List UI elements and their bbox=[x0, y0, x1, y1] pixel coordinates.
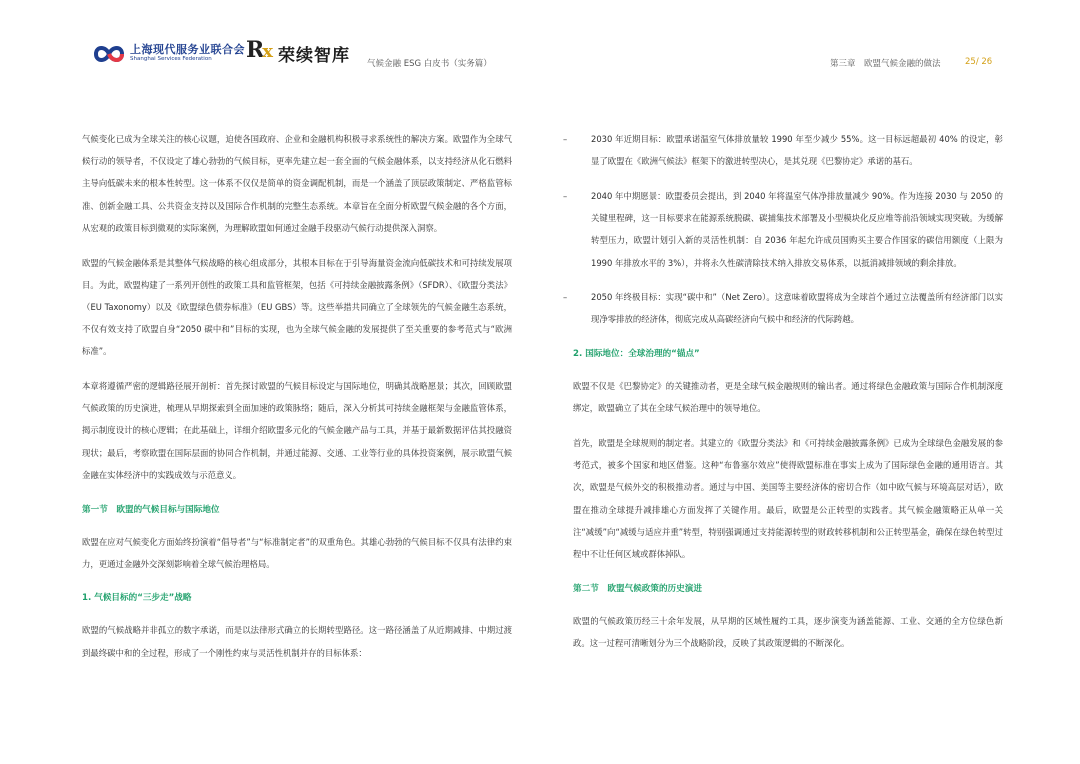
paragraph-policy-evolution: 欧盟的气候政策历经三十余年发展，从早期的区域性履约工具，逐步演变为涵盖能源、工业、交通的全方位绿色新政。这一过程可清晰划分为三个战略阶段，反映了其政策逻辑的不断深化。 bbox=[573, 615, 1003, 648]
rx-mark-x: x bbox=[262, 41, 274, 62]
page-number: 25/ 26 bbox=[965, 57, 993, 67]
sscf-logo bbox=[92, 40, 245, 68]
bullet-2050-goal: 2050 年终极目标：实现“碳中和”（Net Zero）。这意味着欧盟将成为全球首个通过立法覆盖所有经济部门以实现净零排放的经济体，彻底完成从高碳经济向气候中和经济的代际跨越。 bbox=[591, 292, 1003, 325]
paragraph-strategy: 欧盟的气候战略并非孤立的数字承诺，而是以法律形式确立的长期转型路径。这一路径涵盖了从近期减排、中期过渡到最终碳中和的全过程，形成了一个刚性约束与灵活性机制并存的目标体系： bbox=[82, 625, 512, 658]
page-header bbox=[0, 0, 1080, 80]
list-item bbox=[563, 286, 1003, 330]
paragraph-intro-1: 气候变化已成为全球关注的核心议题，迫使各国政府、企业和金融机构积极寻求系统性的解决方案。欧盟作为全球气候行动的领导者，不仅设定了雄心勃勃的气候目标，更率先建立起一套全面的气候金融体系，以支持经济从化石燃料主导向低碳未来的根本性转型。这一体系不仅仅是简单的资金调配机制，而是一个涵盖了顶层政策制定、严格监管标准、创新金融工具、公共资金支持以及国际合作机制的完整生态系统。本章旨在全面分析欧盟气候金融的各个方面，从宏观的政策目标到微观的实际案例，为理解欧盟如何通过金融手段驱动气候行动提供深入洞察。 bbox=[82, 134, 512, 233]
chapter-title: 第三章 欧盟气候金融的做法 bbox=[830, 59, 941, 69]
bullet-dash: – bbox=[563, 190, 568, 201]
list-item bbox=[563, 128, 1003, 172]
paragraph-international-2: 首先，欧盟是全球规则的制定者。其建立的《欧盟分类法》和《可持续金融披露条例》已成为全球绿色金融发展的参考范式，被多个国家和地区借鉴。这种“布鲁塞尔效应”使得欧盟标准在事实上成为了国际绿色金融的通用语言。其次，欧盟是气候外交的积极推动者。通过与中国、美国等主要经济体的密切合作（如中欧气候与环境高层对话），欧盟在推动全球提升减排雄心方面发挥了关键作用。最后，欧盟是公正转型的实践者。其气候金融策略正从单一关注“减缓”向“减缓与适应并重”转型，特别强调通过支持能源转型的财政转移机制和公正转型基金，确保在绿色转型过程中不让任何区域或群体掉队。 bbox=[573, 438, 1003, 560]
subheading-international-status: 2. 国际地位：全球治理的“锚点” bbox=[573, 349, 700, 360]
sscf-logo-icon bbox=[92, 42, 126, 66]
paragraph-intro-2: 欧盟的气候金融体系是其整体气候战略的核心组成部分，其根本目标在于引导海量资金流向低碳技术和可持续发展项目。为此，欧盟构建了一系列开创性的政策工具和监管框架，包括《可持续金融披露条例》（SFDR）、《欧盟分类法》（EU Taxonomy）以及《欧盟绿色债券标准》（EU GBS）等。这些举措共同确立了全球领先的气候金融生态系统，不仅有效支持了欧盟自身“2050 碳中和”目标的实现，也为全球气候金融的发展提供了至关重要的参考范式与“欧洲标准”。 bbox=[82, 257, 512, 357]
paragraph-intro-3: 本章将遵循严密的逻辑路径展开剖析：首先探讨欧盟的气候目标设定与国际地位，明确其战略愿景；其次，回顾欧盟气候政策的历史演进，梳理从早期探索到全面加速的政策脉络；随后，深入分析其可持续金融框架与金融监管体系，揭示制度设计的核心逻辑；在此基础上，详细介绍欧盟多元化的气候金融产品与工具，并基于最新数据评估其投融资现状；最后，考察欧盟在国际层面的协同合作机制，并通过能源、交通、工业等行业的具体投资案例，展示欧盟气候金融在实体经济中的实践成效与示范意义。 bbox=[82, 381, 512, 480]
subheading-three-steps: 1. 气候目标的“三步走”战略 bbox=[82, 593, 192, 604]
paragraph-international-1: 欧盟不仅是《巴黎协定》的关键推动者，更是全球气候金融规则的输出者。通过将绿色金融政策与国际合作机制深度绑定，欧盟确立了其在全球气候治理中的领导地位。 bbox=[573, 381, 1003, 414]
rx-think-tank-logo bbox=[246, 37, 356, 69]
sscf-name-en: Shanghai Services Federation bbox=[130, 56, 212, 62]
bullet-dash: – bbox=[563, 134, 568, 144]
document-title: 气候金融 ESG 白皮书（实务篇） bbox=[367, 59, 492, 69]
rx-mark-r: R bbox=[246, 37, 265, 63]
rx-name: 荣续智库 bbox=[278, 46, 350, 66]
bullet-2040-vision: 2040 年中期愿景：欧盟委员会提出，到 2040 年将温室气体净排放量减少 90%。作为连接 2030 与 2050 的关键里程碑，这一目标要求在能源系统脱碳、碳捕集技术部署及小型模块化反应堆等前沿领域实现突破。为缓解转型压力，欧盟计划引入新的灵活性机制：自 2036 年起允许成员国购买主要合作国家的碳信用额度（上限为 1990 年排放水平的 3%），并将永久性碳清除技术纳入排放交易体系，以抵消减排领域的剩余排放。 bbox=[591, 190, 1003, 268]
list-item bbox=[563, 185, 1003, 274]
right-column bbox=[563, 128, 1003, 667]
bullet-2030-target: 2030 年近期目标：欧盟承诺温室气体排放量较 1990 年至少减少 55%。这一目标远超最初 40% 的设定，彰显了欧盟在《欧洲气候法》框架下的激进转型决心，是其兑现《巴黎协定》承诺的基石。 bbox=[591, 134, 1003, 167]
section-heading-1: 第一节 欧盟的气候目标与国际地位 bbox=[82, 504, 220, 515]
sscf-name-cn: 上海现代服务业联合会 bbox=[130, 43, 245, 56]
section-heading-2: 第二节 欧盟气候政策的历史演进 bbox=[573, 583, 702, 594]
rx-logo-icon bbox=[246, 37, 273, 63]
bullet-dash: – bbox=[563, 292, 568, 303]
paragraph-section1: 欧盟在应对气候变化方面始终扮演着“倡导者”与“标准制定者”的双重角色。其雄心勃勃的气候目标不仅具有法律约束力，更通过金融外交深刻影响着全球气候治理格局。 bbox=[82, 536, 512, 569]
left-column bbox=[82, 128, 512, 676]
